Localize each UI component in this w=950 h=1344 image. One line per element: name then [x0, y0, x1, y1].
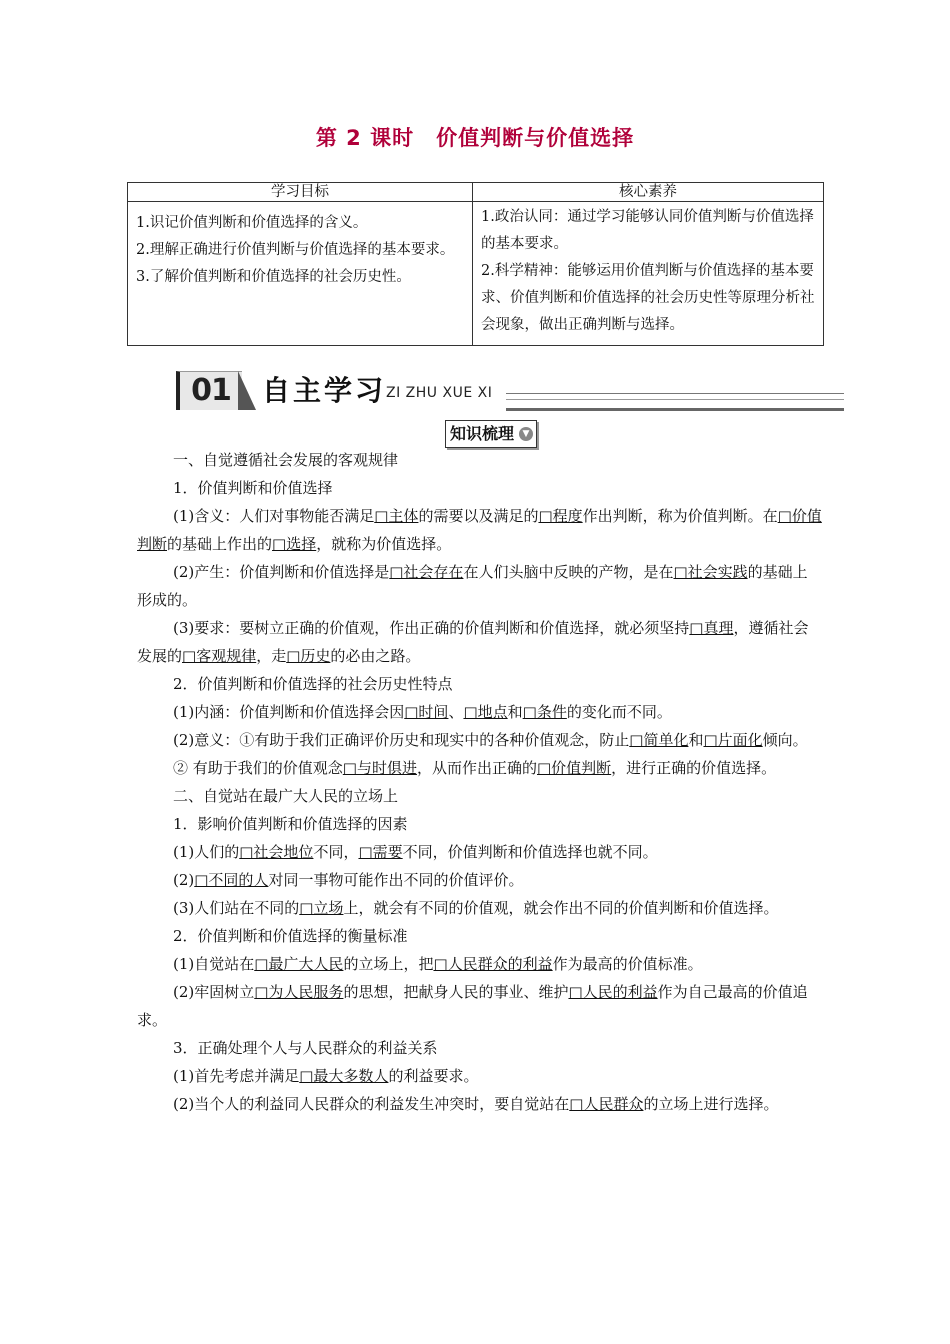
banner-rule-lines [506, 393, 844, 411]
subsection-heading: 1．价值判断和价值选择 [173, 479, 333, 497]
banner-title: 自主学习 [262, 374, 387, 407]
goal-item: 1.识记价值判断和价值选择的含义。 [136, 215, 368, 231]
section-heading: 二、自觉站在最广大人民的立场上 [173, 787, 399, 805]
subsection-heading: 2．价值判断和价值选择的社会历史性特点 [173, 675, 453, 693]
paragraph: (1)内涵：价值判断和价值选择会因□时间、□地点和□条件的变化而不同。 [173, 703, 672, 721]
paragraph: (2)产生：价值判断和价值选择是□社会存在在人们头脑中反映的产物，是在□社会实践的基础上形成的。 [137, 563, 808, 609]
subsection-heading: 3．正确处理个人与人民群众的利益关系 [173, 1039, 438, 1057]
page-title: 第 2 课时 价值判断与价值选择 [315, 126, 635, 150]
competence-item: 2.科学精神：能够运用价值判断与价值选择的基本要求、价值判断和价值选择的社会历史性等原理分析社会现象，做出正确判断与选择。 [481, 263, 815, 333]
banner-pinyin: ZI ZHU XUE XI [386, 385, 493, 401]
banner-slash-decoration [238, 371, 256, 410]
section-heading: 一、自觉遵循社会发展的客观规律 [173, 451, 399, 469]
table-header-competence: 核心素养 [473, 183, 824, 202]
paragraph: (1)含义：人们对事物能否满足□主体的需要以及满足的□程度作出判断，称为价值判断。在□价值判断的基础上作出的□选择，就称为价值选择。 [137, 507, 822, 553]
objectives-table [127, 182, 824, 346]
goal-item: 2.理解正确进行价值判断与价值选择的基本要求。 [136, 242, 455, 258]
chevron-down-icon: ▼ [519, 427, 533, 441]
subsection-heading: 1．影响价值判断和价值选择的因素 [173, 815, 408, 833]
paragraph: (3)人们站在不同的□立场上，就会有不同的价值观，就会作出不同的价值判断和价值选择。 [173, 899, 779, 917]
goals-cell [128, 202, 473, 346]
competence-item: 1.政治认同：通过学习能够认同价值判断与价值选择的基本要求。 [481, 209, 814, 252]
badge-label: 知识梳理 [450, 424, 515, 443]
main-content [137, 446, 822, 1118]
competence-cell [473, 202, 824, 346]
section-banner [176, 369, 844, 413]
paragraph: (1)自觉站在□最广大人民的立场上，把□人民群众的利益作为最高的价值标准。 [173, 955, 703, 973]
paragraph: (2)牢固树立□为人民服务的思想，把献身人民的事业、维护□人民的利益作为自己最高的价值追求。 [137, 983, 808, 1029]
paragraph: (2)□不同的人对同一事物可能作出不同的价值评价。 [173, 871, 524, 889]
goal-item: 3.了解价值判断和价值选择的社会历史性。 [136, 269, 411, 285]
paragraph: (3)要求：要树立正确的价值观，作出正确的价值判断和价值选择，就必须坚持□真理，遵循社会发展的□客观规律，走□历史的必由之路。 [137, 619, 809, 665]
banner-number: 01 [176, 371, 242, 410]
paragraph: ② 有助于我们的价值观念□与时俱进，从而作出正确的□价值判断，进行正确的价值选择。 [173, 759, 777, 777]
table-header-goals: 学习目标 [128, 183, 473, 202]
paragraph: (2)当个人的利益同人民群众的利益发生冲突时，要自觉站在□人民群众的立场上进行选择。 [173, 1095, 779, 1113]
subsection-heading: 2．价值判断和价值选择的衡量标准 [173, 927, 408, 945]
knowledge-badge [445, 420, 537, 448]
paragraph: (1)首先考虑并满足□最大多数人的利益要求。 [173, 1067, 479, 1085]
paragraph: (1)人们的□社会地位不同，□需要不同，价值判断和价值选择也就不同。 [173, 843, 658, 861]
paragraph: (2)意义：①有助于我们正确评价历史和现实中的各种价值观念，防止□简单化和□片面化倾向。 [173, 731, 808, 749]
